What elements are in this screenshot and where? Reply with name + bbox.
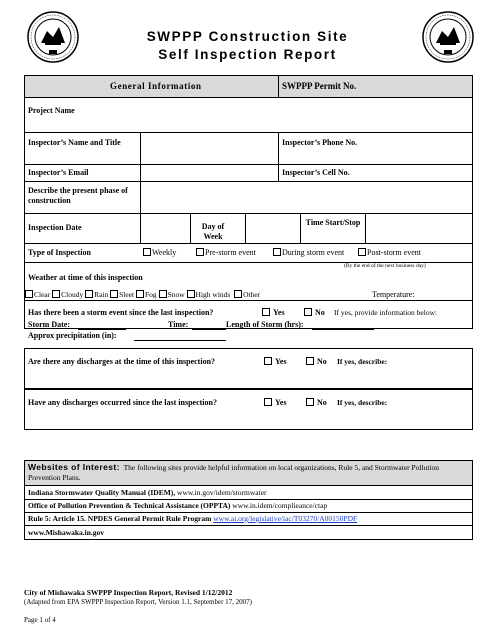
discharges-since-yes-checkbox[interactable] [264,398,272,406]
discharges-since-yes-label: Yes [275,398,287,407]
checkbox-icon[interactable] [143,248,151,256]
rule5-link[interactable]: www.ai.org/legislative/iac/T03270/A00150PDF [213,514,358,523]
discharges-since-question: Have any discharges occurred since the last inspection? [28,398,217,407]
inspector-email-label: Inspector’s Email [28,168,89,177]
present-phase-label: Describe the present phase of construction [28,186,128,205]
discharges-now-yes-checkbox[interactable] [264,357,272,365]
storm-length-field[interactable] [312,329,374,330]
precip-field[interactable] [134,340,226,341]
weather-high-winds[interactable]: High winds [187,290,231,299]
checkbox-icon[interactable] [273,248,281,256]
report-title-line2: Self Inspection Report [158,47,337,62]
website-row-mishawaka[interactable]: www.Mishawaka.in.gov [28,528,105,537]
footer-adapted: (Adapted from EPA SWPPP Inspection Report, Version 1.1, September 17, 2007) [24,598,253,606]
discharges-since-if-yes: If yes, describe: [337,398,388,407]
storm-yes-checkbox[interactable] [262,308,270,316]
temperature-label: Temperature: [372,290,415,299]
footer-revision: City of Mishawaka SWPPP Inspection Report, Revised 1/12/2012 [24,588,233,597]
inspector-phone-label: Inspector’s Phone No. [282,138,358,147]
checkbox-icon[interactable] [187,290,195,298]
inspector-cell-label: Inspector’s Cell No. [282,168,350,177]
city-seal-right-icon [422,11,474,63]
weather-fog[interactable]: Fog [136,290,157,299]
checkbox-icon[interactable] [196,248,204,256]
discharges-now-no-label: No [317,357,327,366]
storm-time-label: Time: [168,320,189,329]
weather-options [25,290,260,300]
checkbox-icon[interactable] [159,290,167,298]
inspection-type-label: Type of Inspection [28,248,91,257]
checkbox-icon[interactable] [234,290,242,298]
time-start-stop-label: Time Start/Stop [305,218,361,227]
checkbox-icon[interactable] [110,290,118,298]
checkbox-icon[interactable] [85,290,93,298]
inspection-date-label: Inspection Date [28,223,82,232]
weather-clear[interactable]: Clear [25,290,50,299]
storm-yes-label: Yes [273,308,285,317]
weather-sleet[interactable]: Sleet [110,290,134,299]
checkbox-icon[interactable] [136,290,144,298]
weather-rain[interactable]: Rain [85,290,108,299]
storm-no-checkbox[interactable] [304,308,312,316]
storm-time-field[interactable] [192,329,226,330]
checkbox-icon[interactable] [358,248,366,256]
websites-intro-line [28,463,468,482]
general-info-header [25,76,472,97]
website-row-idem: Indiana Stormwater Quality Manual (IDEM), www.in.gov/idem/stormwater [28,488,267,497]
storm-no-label: No [315,308,325,317]
oppta-link[interactable]: www.in.idem/complieance/ctap [232,501,328,510]
weather-snow[interactable]: Snow [159,290,185,299]
discharges-now-if-yes: If yes, describe: [337,357,388,366]
inspector-name-label: Inspector’s Name and Title [28,138,121,147]
website-row-rule5: Rule 5: Article 15. NPDES General Permit Rule Program www.ai.org/legislative/iac/T03270/A00150PDF [28,514,358,523]
discharges-now-yes-label: Yes [275,357,287,366]
website-row-oppta: Office of Pollution Prevention & Technical Assistance (OPPTA) www.in.idem/complieance/ctap [28,501,328,510]
storm-length-label: Length of Storm (hrs): [226,320,304,329]
discharges-now-box [24,348,473,389]
business-day-note: (By the end of the next business day) [344,263,426,269]
storm-if-yes: If yes, provide information below: [334,308,438,317]
storm-date-field[interactable] [78,329,126,330]
websites-intro: The following sites provide helpful information on local organizations, Rule 5, and Stormwater Pollution Prevention Plans. [28,463,440,482]
project-name-label: Project Name [28,106,75,115]
general-info-title: General Information [110,81,202,91]
websites-title: Websites of Interest: [28,462,120,472]
page-number: Page 1 of 4 [24,616,56,624]
day-of-week-label: Day of Week [201,222,225,241]
permit-label: SWPPP Permit No. [282,81,357,91]
weather-other[interactable]: Other [234,290,260,299]
checkbox-icon[interactable] [25,290,33,298]
precip-label: Approx precipitation (in): [28,331,117,340]
discharges-now-question: Are there any discharges at the time of this inspection? [28,357,216,366]
checkbox-icon[interactable] [52,290,60,298]
storm-date-label: Storm Date: [28,320,70,329]
inspection-type-prestorm[interactable]: Pre-storm event [196,248,256,258]
discharges-since-no-checkbox[interactable] [306,398,314,406]
inspection-type-poststorm[interactable]: Post-storm event [358,248,421,258]
discharges-since-no-label: No [317,398,327,407]
weather-cloudy[interactable]: Cloudy [52,290,83,299]
discharges-since-box [24,389,473,430]
storm-question: Has there been a storm event since the last inspection? [28,308,214,317]
inspection-type-weekly[interactable]: Weekly [143,248,176,258]
inspection-type-during[interactable]: During storm event [273,248,344,258]
weather-label: Weather at time of this inspection [28,273,143,282]
report-title-line1: SWPPP Construction Site [146,29,349,44]
city-seal-left-icon [27,11,79,63]
idem-link[interactable]: www.in.gov/idem/stormwater [177,488,267,497]
discharges-now-no-checkbox[interactable] [306,357,314,365]
